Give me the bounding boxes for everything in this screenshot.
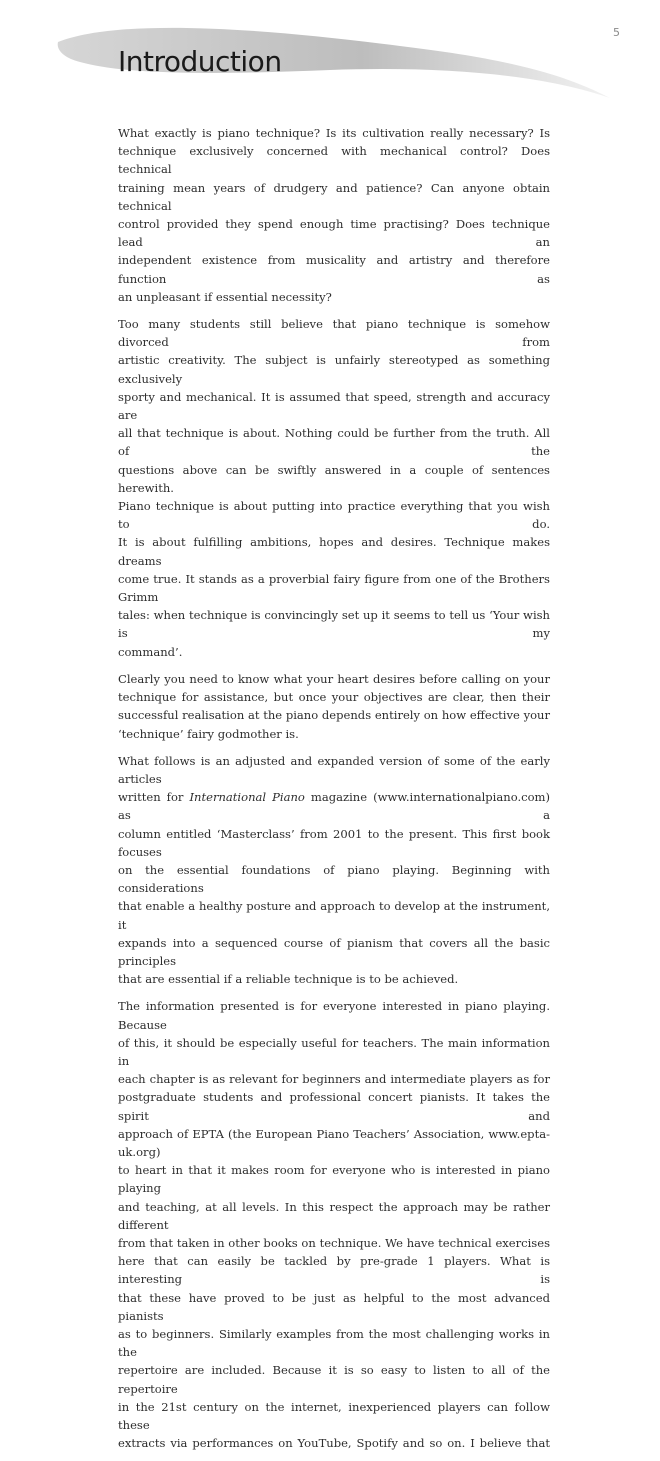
paragraph-3 [118,670,550,743]
header-swoosh-decoration [0,0,660,120]
text-line: here that can easily be tackled by pre-grade 1 players. What is interesting is [118,1254,550,1287]
text-line: column entitled ‘Masterclass’ from 2001 to the present. This first book focuses [118,826,550,859]
text-line: Clearly you need to know what your heart desires before calling on your [118,671,550,686]
text-line: as to beginners. Similarly examples from the most challenging works in the [118,1327,550,1360]
text-line: independent existence from musicality and artistry and therefore function as [118,253,550,286]
text-line: and teaching, at all levels. In this respect the approach may be rather different [118,1199,550,1232]
text-line: that these have proved to be just as helpful to the most advanced pianists [118,1290,550,1323]
text-line: to heart in that it makes room for everyone who is interested in piano playing [118,1163,550,1196]
text-line: postgraduate students and professional concert pianists. It takes the spirit and [118,1090,550,1123]
text-line: from that taken in other books on technique. We have technical exercises [118,1235,550,1250]
text-line: sporty and mechanical. It is assumed that speed, strength and accuracy are [118,389,550,423]
text-line: that enable a healthy posture and approach to develop at the instrument, it [118,899,550,932]
text-line: each chapter is as relevant for beginners and intermediate players as for [118,1072,550,1087]
paragraph-4 [118,752,550,989]
magazine-title: International Piano [189,790,305,805]
text-line: in the 21st century on the internet, inexperienced players can follow these [118,1399,550,1433]
text-line: on the essential foundations of piano playing. Beginning with considerations [118,862,550,896]
text-line: an unpleasant if essential necessity? [118,289,332,304]
text-line: command’. [118,644,183,659]
paragraph-5 [118,997,550,1452]
text-line: ‘technique’ fairy godmother is. [118,726,299,741]
text-line: expands into a sequenced course of pianism that covers all the basic principles [118,935,550,968]
text-line: repertoire are included. Because it is so easy to listen to all of the repertoire [118,1363,550,1396]
text-line: The information presented is for everyone interested in piano playing. Because [118,999,550,1032]
text-line: extracts via performances on YouTube, Spotify and so on. I believe that [118,1436,550,1451]
text-line: technique for assistance, but once your objectives are clear, then their [118,690,550,705]
body-text [118,124,550,1461]
text-line: What exactly is piano technique? Is its cultivation really necessary? Is [118,126,550,140]
text-line: come true. It stands as a proverbial fairy figure from one of the Brothers Grimm [118,571,550,605]
page-number: 5 [613,26,620,39]
text-line: technique exclusively concerned with mechanical control? Does technical [118,144,550,177]
text-line: It is about fulfilling ambitions, hopes and desires. Technique makes dreams [118,535,550,568]
paragraph-1 [118,124,550,306]
text-line: What follows is an adjusted and expanded version of some of the early articles [118,753,550,786]
text-line: artistic creativity. The subject is unfairly stereotyped as something exclusively [118,353,550,386]
text-line: all that technique is about. Nothing could be further from the truth. All of the [118,426,550,459]
page-title: Introduction [118,45,282,78]
text-line: of this, it should be especially useful for teachers. The main information in [118,1035,550,1068]
paragraph-2 [118,315,550,661]
text-line: Too many students still believe that piano technique is somehow divorced from [118,317,550,350]
text-line [118,788,550,824]
text-line: training mean years of drudgery and patience? Can anyone obtain technical [118,180,550,213]
text-run: magazine (www.internationalpiano.com) as a [118,790,550,823]
text-line: successful realisation at the piano depends entirely on how effective your [118,708,550,723]
text-run: written for [118,790,190,805]
text-line: Piano technique is about putting into practice everything that you wish to do. [118,499,550,532]
text-line: control provided they spend enough time practising? Does technique lead an [118,217,550,250]
text-line: that are essential if a reliable technique is to be achieved. [118,972,459,987]
text-line: approach of EPTA (the European Piano Teachers’ Association, www.epta-uk.org) [118,1126,550,1159]
text-line: tales: when technique is convincingly set up it seems to tell us ‘Your wish is my [118,608,550,641]
text-line: questions above can be swiftly answered in a couple of sentences herewith. [118,462,550,495]
